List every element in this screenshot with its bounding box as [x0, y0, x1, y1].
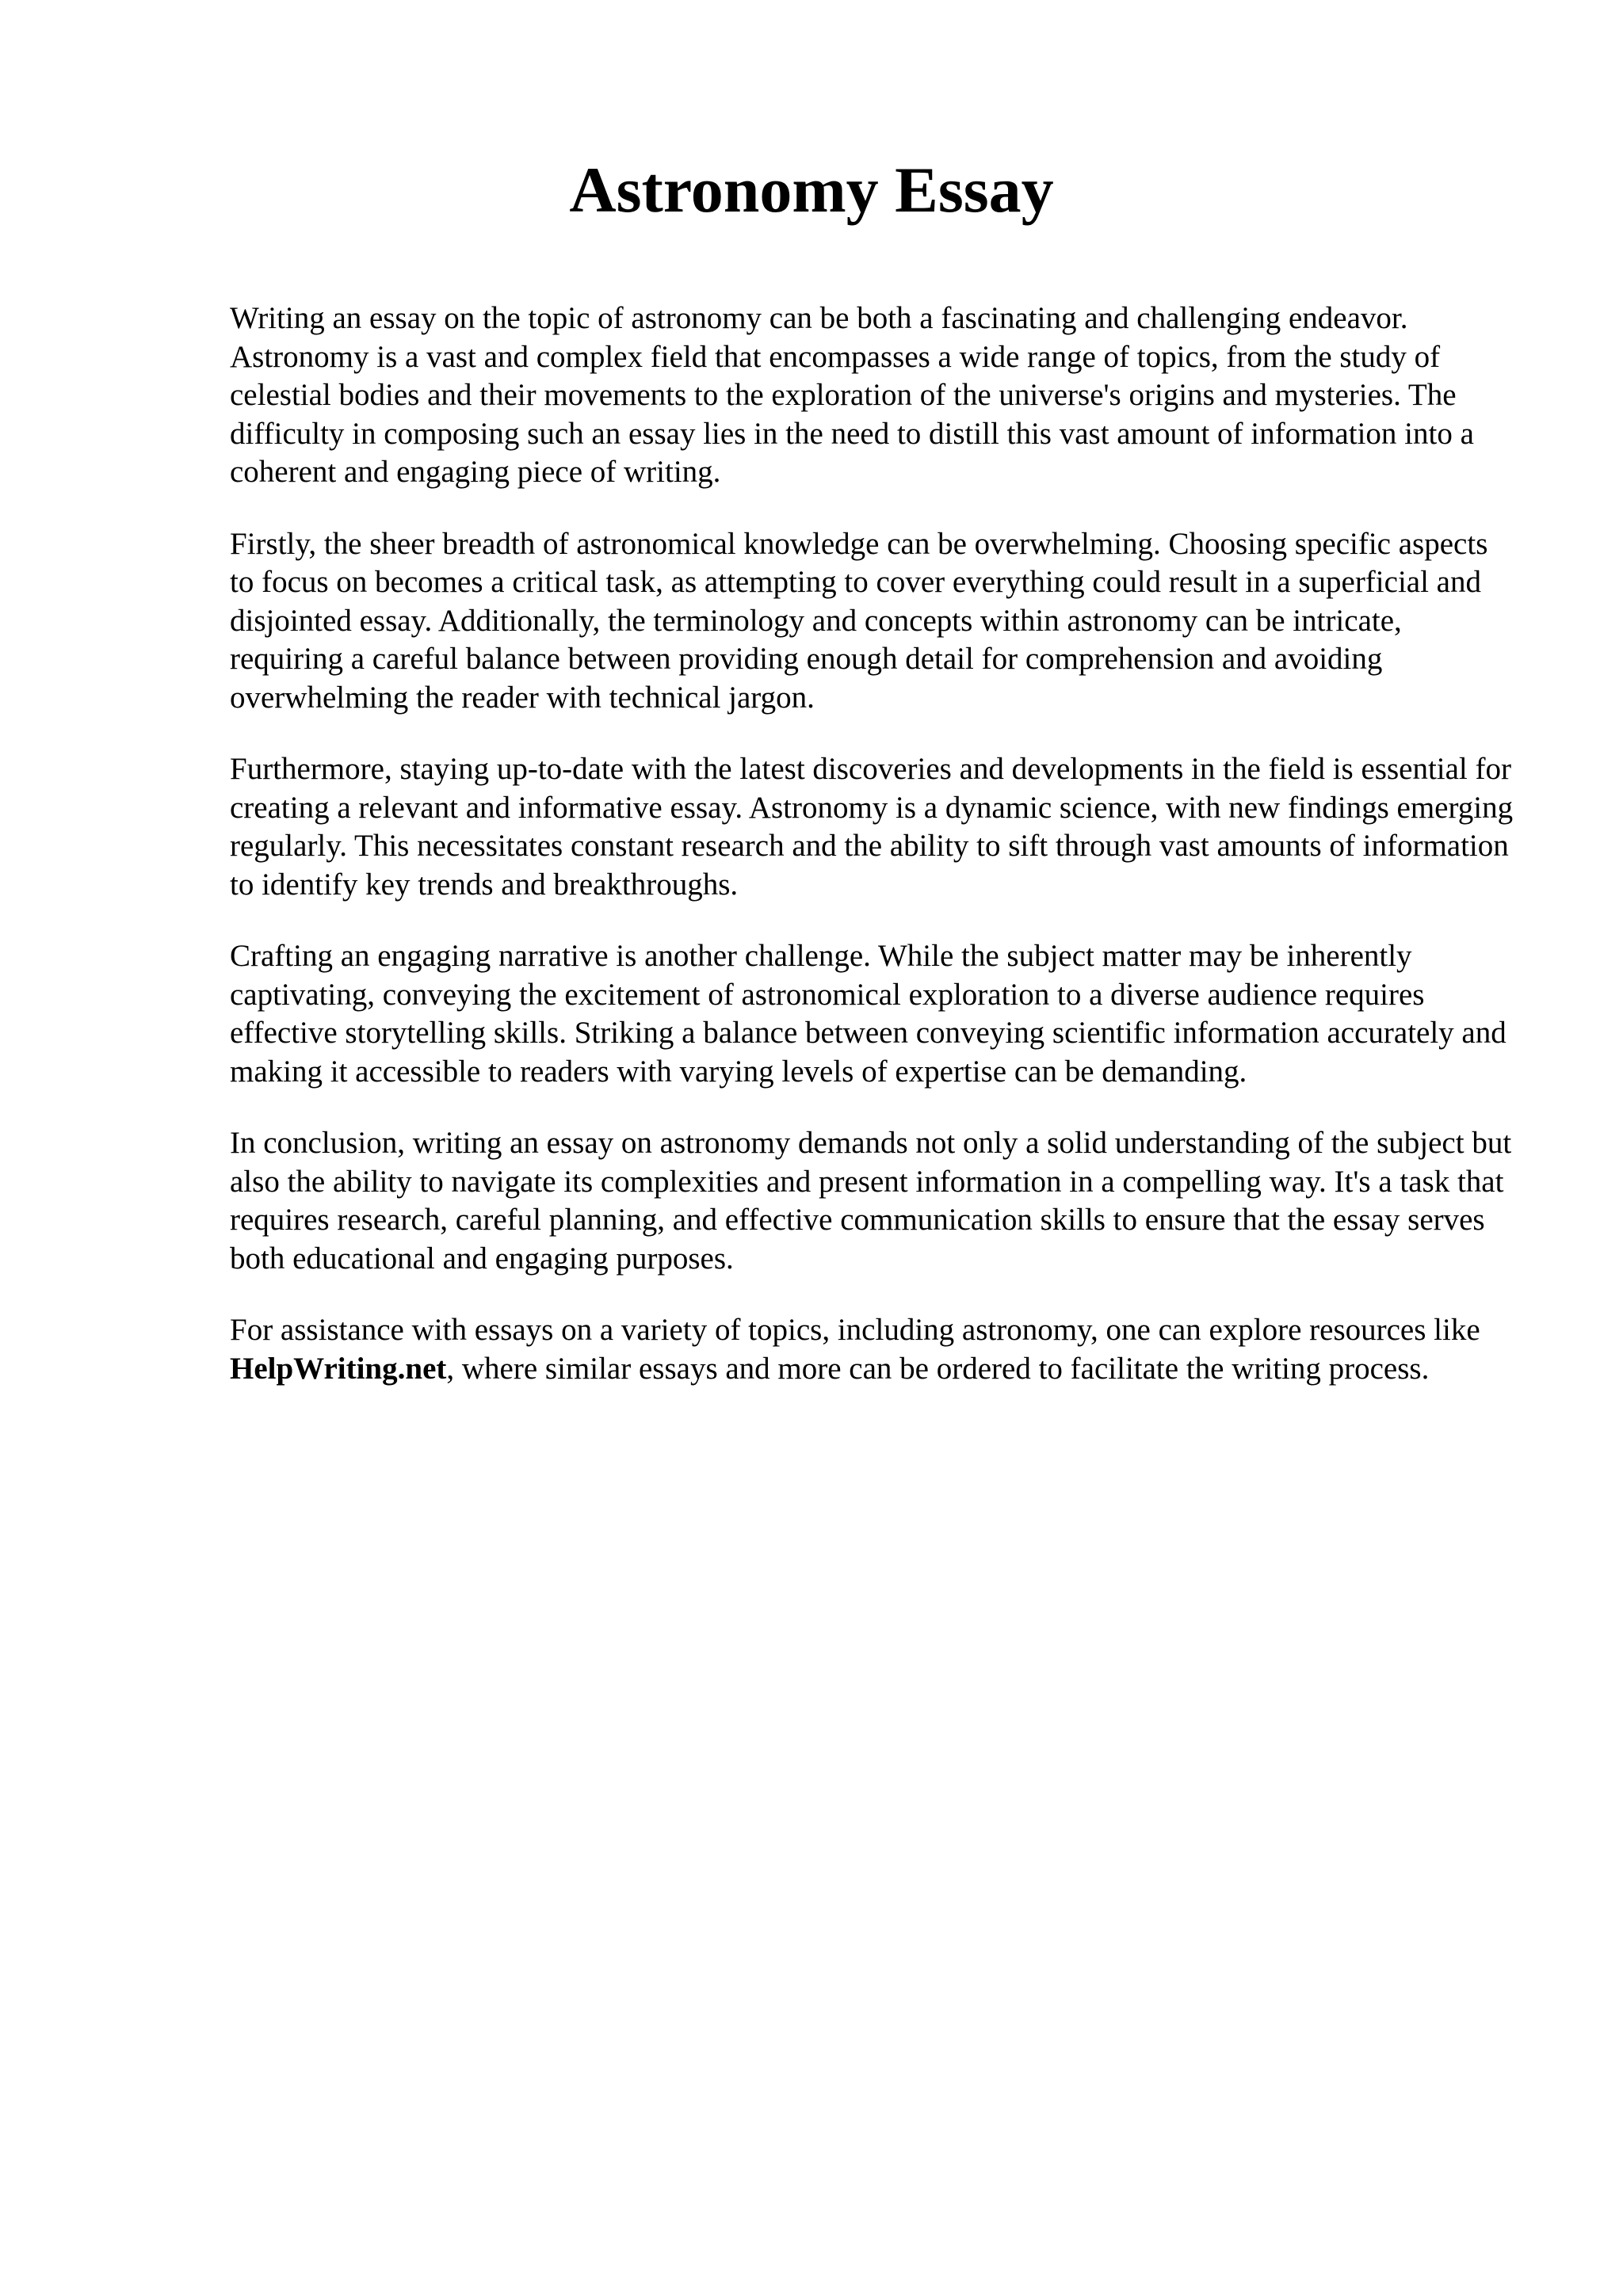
paragraph-intro: Writing an essay on the topic of astronomy can be both a fascinating and challenging endeavor. Astronomy is a vast and complex field that encompasses a wide range of topics, from the study of celestial bodies and their movements to the exploration of the universe's origins and mysteries. The difficulty in composing such an essay lies in the need to distill this vast amount of information into a coherent and engaging piece of writing.: [230, 301, 1474, 489]
assistance-text-before: For assistance with essays on a variety of topics, including astronomy, one can explore resources like: [230, 1313, 1480, 1347]
paragraph-conclusion: In conclusion, writing an essay on astronomy demands not only a solid understanding of the subject but also the ability to navigate its complexities and present information in a compelling way. It's a task that requires research, careful planning, and effective communication skills to ensure that the essay serves both educational and engaging purposes.: [230, 1126, 1512, 1276]
paragraph-breadth: Firstly, the sheer breadth of astronomical knowledge can be overwhelming. Choosing specific aspects to focus on becomes a critical task, as attempting to cover everything could result in a superficial and disjointed essay. Additionally, the terminology and concepts within astronomy can be intricate, requiring a careful balance between providing enough detail for comprehension and avoiding overwhelming the reader with technical jargon.: [230, 526, 1488, 715]
paragraph-narrative: Crafting an engaging narrative is another challenge. While the subject matter may be inherently captivating, conveying the excitement of astronomical exploration to a diverse audience requires effective storytelling skills. Striking a balance between conveying scientific information accurately and making it accessible to readers with varying levels of expertise can be demanding.: [230, 939, 1507, 1089]
paragraph-discoveries: Furthermore, staying up-to-date with the latest discoveries and developments in the field is essential for creating a relevant and informative essay. Astronomy is a dynamic science, with new findings emerging regularly. This necessitates constant research and the ability to sift through vast amounts of information to identify key trends and breakthroughs.: [230, 752, 1514, 902]
paragraph-assistance: [230, 1311, 1514, 1388]
essay-title: Astronomy Essay: [569, 154, 1054, 226]
helpwriting-link[interactable]: HelpWriting.net: [230, 1351, 447, 1386]
essay-body: [230, 299, 1514, 1421]
assistance-text-after: , where similar essays and more can be ordered to facilitate the writing process.: [446, 1351, 1430, 1386]
